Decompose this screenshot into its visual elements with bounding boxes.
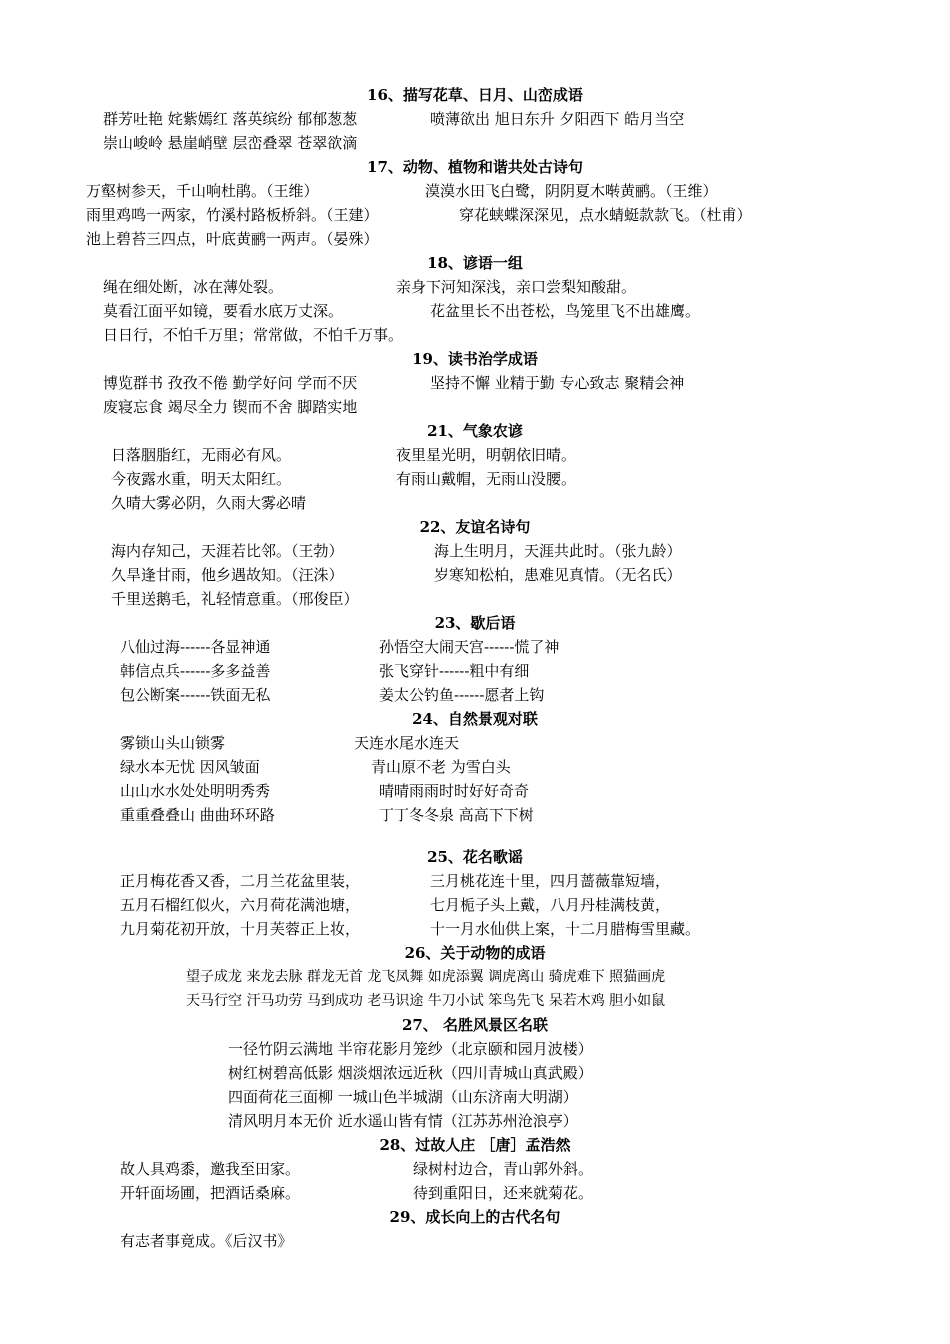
section-21-line-2a: 今夜露水重，明天太阳红。: [111, 470, 292, 488]
section-19-title: 19、读书治学成语: [412, 350, 538, 368]
section-18-line-1b: 亲身下河知深浅，亲口尝梨知酸甜。: [396, 278, 637, 296]
section-27-line-3: 四面荷花三面柳 一城山色半城湖（山东济南大明湖）: [228, 1088, 578, 1106]
section-28-line-2a: 开轩面场圃，把酒话桑麻。: [120, 1184, 301, 1202]
section-26-title: 26、关于动物的成语: [404, 944, 546, 962]
section-17-line-3a: 池上碧苔三四点，叶底黄鹂一两声。（晏殊）: [86, 230, 379, 248]
section-16-line-1a: 群芳吐艳 姹紫嫣红 落英缤纷 郁郁葱葱: [103, 110, 358, 128]
section-16-line-1b: 喷薄欲出 旭日东升 夕阳西下 皓月当空: [430, 110, 685, 128]
section-17-line-1b: 漠漠水田飞白鹭，阴阴夏木啭黄鹂。（王维）: [425, 182, 718, 200]
section-22-line-2a: 久旱逢甘雨，他乡遇故知。（汪洙）: [111, 566, 344, 584]
section-22-line-1a: 海内存知己，天涯若比邻。（王勃）: [111, 542, 344, 560]
section-26-line-2: 天马行空 汗马功劳 马到成功 老马识途 牛刀小试 笨鸟先飞 呆若木鸡 胆小如鼠: [186, 993, 666, 1009]
section-25-title: 25、花名歌谣: [427, 848, 523, 866]
section-24-line-4a: 重重叠叠山 曲曲环环路: [120, 806, 275, 824]
section-18-line-2b: 花盆里长不出苍松，鸟笼里飞不出雄鹰。: [430, 302, 701, 320]
section-19-line-2a: 废寝忘食 竭尽全力 锲而不舍 脚踏实地: [103, 398, 358, 416]
section-21-line-2b: 有雨山戴帽，无雨山没腰。: [396, 470, 577, 488]
section-23-line-1b: 孙悟空大闹天宫------慌了神: [379, 638, 560, 656]
section-25-line-1a: 正月梅花香又香，二月兰花盆里装，: [120, 872, 361, 890]
section-22-line-3a: 千里送鹅毛，礼轻情意重。（邢俊臣）: [111, 590, 359, 608]
section-23-line-2a: 韩信点兵------多多益善: [120, 662, 271, 680]
section-24-line-4b: 丁丁冬冬泉 高高下下树: [379, 806, 534, 824]
section-23-line-3a: 包公断案------铁面无私: [120, 686, 271, 704]
section-17-title: 17、动物、植物和谐共处古诗句: [367, 158, 583, 176]
section-22-line-2b: 岁寒知松柏，患难见真情。（无名氏）: [434, 566, 682, 584]
section-27-line-1: 一径竹阴云满地 半帘花影月笼纱（北京颐和园月波楼）: [228, 1040, 593, 1058]
section-28-title: 28、过故人庄 ［唐］孟浩然: [379, 1136, 571, 1154]
section-25-line-2b: 七月栀子头上戴，八月丹桂满枝黄，: [430, 896, 671, 914]
section-19-line-1b: 坚持不懈 业精于勤 专心致志 聚精会神: [430, 374, 685, 392]
section-27-line-4: 清风明月本无价 近水遥山皆有情（江苏苏州沧浪亭）: [228, 1112, 578, 1130]
section-18-line-3a: 日日行，不怕千万里；常常做，不怕千万事。: [103, 326, 404, 344]
section-24-line-2b: 青山原不老 为雪白头: [371, 758, 511, 776]
section-18-title: 18、谚语一组: [427, 254, 523, 272]
section-23-title: 23、歇后语: [434, 614, 516, 632]
section-28-line-1a: 故人具鸡黍，邀我至田家。: [120, 1160, 301, 1178]
section-23-line-3b: 姜太公钓鱼------愿者上钩: [379, 686, 545, 704]
section-25-line-1b: 三月桃花连十里，四月蔷薇靠短墙，: [430, 872, 671, 890]
section-24-line-1b: 天连水尾水连天: [354, 734, 460, 752]
section-18-line-2a: 莫看江面平如镜，要看水底万丈深。: [103, 302, 344, 320]
section-16-title: 16、描写花草、日月、山峦成语: [367, 86, 583, 104]
section-18-line-1a: 绳在细处断，冰在薄处裂。: [103, 278, 284, 296]
section-27-line-2: 树红树碧高低影 烟淡烟浓远近秋（四川青城山真武殿）: [228, 1064, 593, 1082]
section-25-line-2a: 五月石榴红似火，六月荷花满池塘，: [120, 896, 361, 914]
section-17-line-1a: 万壑树参天，千山响杜鹃。（王维）: [86, 182, 319, 200]
section-24-title: 24、自然景观对联: [412, 710, 538, 728]
section-17-line-2b: 穿花蛱蝶深深见，点水蜻蜓款款飞。（杜甫）: [459, 206, 752, 224]
section-23-line-2b: 张飞穿针------粗中有细: [379, 662, 530, 680]
section-21-title: 21、气象农谚: [427, 422, 523, 440]
section-28-line-1b: 绿树村边合，青山郭外斜。: [413, 1160, 594, 1178]
section-28-line-2b: 待到重阳日，还来就菊花。: [413, 1184, 594, 1202]
section-27-title: 27、 名胜风景区名联: [401, 1016, 549, 1034]
section-29-title: 29、成长向上的古代名句: [389, 1208, 561, 1226]
section-23-line-1a: 八仙过海------各显神通: [120, 638, 271, 656]
section-17-line-2a: 雨里鸡鸣一两家，竹溪村路板桥斜。（王建）: [86, 206, 379, 224]
section-21-line-3a: 久晴大雾必阴，久雨大雾必晴: [111, 494, 307, 512]
section-22-line-1b: 海上生明月，天涯共此时。（张九龄）: [434, 542, 682, 560]
section-26-line-1: 望子成龙 来龙去脉 群龙无首 龙飞凤舞 如虎添翼 调虎离山 骑虎难下 照猫画虎: [186, 969, 666, 985]
section-24-line-3b: 晴晴雨雨时时好好奇奇: [379, 782, 530, 800]
section-22-title: 22、友谊名诗句: [419, 518, 531, 536]
section-24-line-1a: 雾锁山头山锁雾: [120, 734, 226, 752]
section-25-line-3b: 十一月水仙供上案，十二月腊梅雪里藏。: [430, 920, 701, 938]
section-19-line-1a: 博览群书 孜孜不倦 勤学好问 学而不厌: [103, 374, 358, 392]
section-24-line-2a: 绿水本无忧 因风皱面: [120, 758, 260, 776]
section-21-line-1b: 夜里星光明，明朝依旧晴。: [396, 446, 577, 464]
section-29-line-1a: 有志者事竟成。《后汉书》: [120, 1232, 293, 1250]
section-25-line-3a: 九月菊花初开放，十月芙蓉正上妆，: [120, 920, 361, 938]
section-24-line-3a: 山山水水处处明明秀秀: [120, 782, 271, 800]
section-21-line-1a: 日落胭脂红，无雨必有风。: [111, 446, 292, 464]
section-16-line-2a: 崇山峻岭 悬崖峭壁 层峦叠翠 苍翠欲滴: [103, 134, 358, 152]
